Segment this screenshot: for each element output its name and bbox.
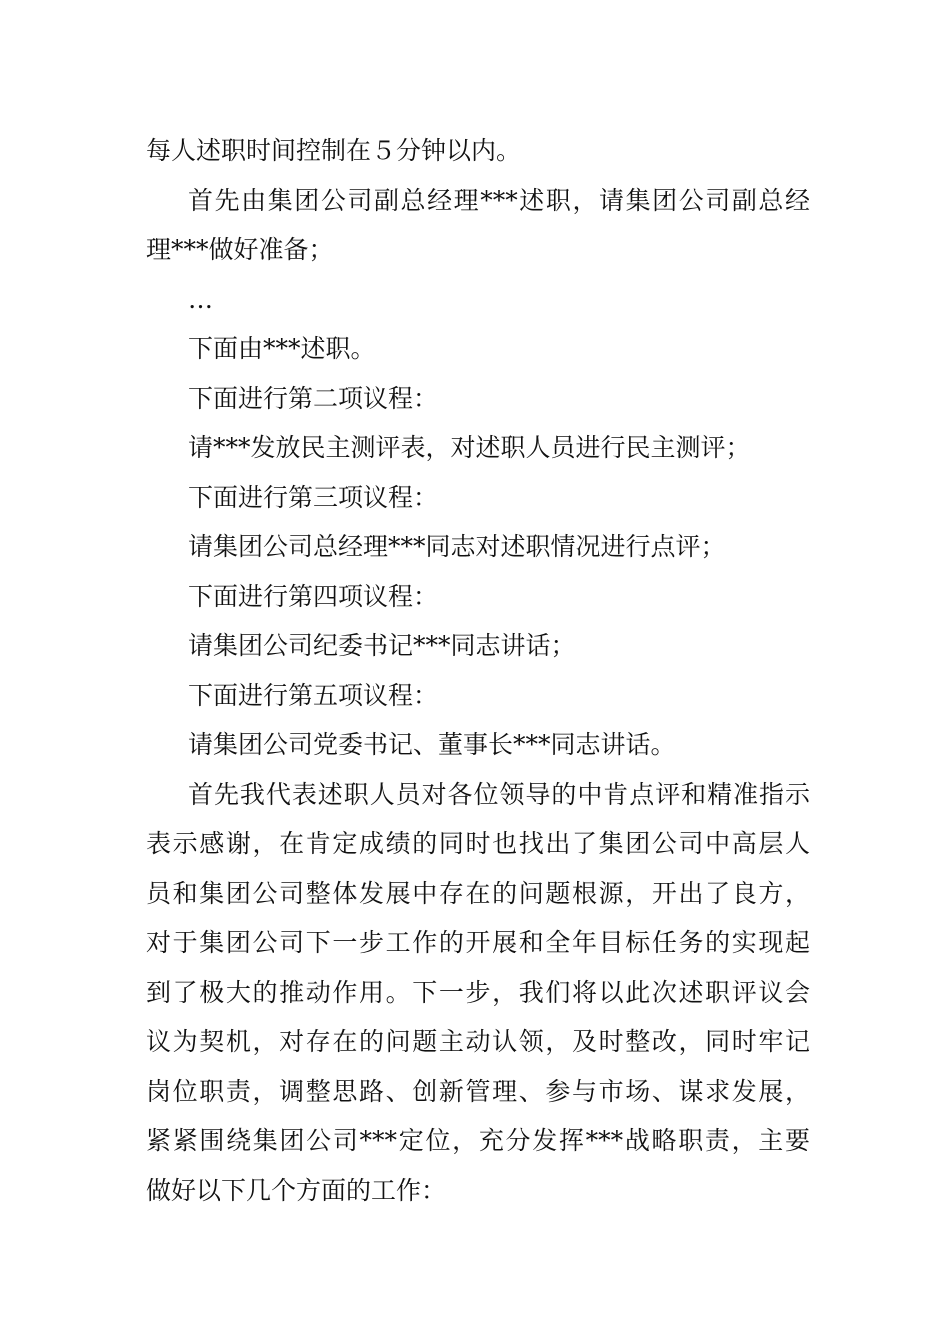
text-line: 下面进行第三项议程： [188,482,439,512]
text-line: 员和集团公司整体发展中存在的问题根源，开出了良方， [146,878,810,908]
text-line: 做好以下几个方面的工作： [146,1175,447,1205]
text-line: … [188,284,213,314]
text-line: 下面进行第二项议程： [188,383,439,413]
text-line: 对于集团公司下一步工作的开展和全年目标任务的实现起 [146,928,810,957]
text-line: 紧紧围绕集团公司***定位，充分发挥***战略职责，主要 [146,1126,810,1155]
document-body [146,126,810,1215]
text-line: 下面进行第四项议程： [188,581,439,611]
text-line: 首先我代表述职人员对各位领导的中肯点评和精准指示 [188,779,810,809]
text-line: 每人述职时间控制在５分钟以内。 [146,136,522,165]
text-line: 表示感谢，在肯定成绩的同时也找出了集团公司中高层人 [146,829,810,858]
text-line: 岗位职责，调整思路、创新管理、参与市场、谋求发展， [146,1076,810,1106]
text-line: 首先由集团公司副总经理***述职，请集团公司副总经 [188,185,810,215]
text-line: 请集团公司党委书记、董事长***同志讲话。 [188,730,676,759]
text-line: 下面由***述职。 [188,334,376,363]
text-line: 请集团公司总经理***同志对述职情况进行点评； [188,532,726,561]
text-line: 到了极大的推动作用。下一步，我们将以此次述职评议会 [146,977,810,1007]
text-line: 请***发放民主测评表，对述职人员进行民主测评； [188,433,751,462]
text-line: 议为契机，对存在的问题主动认领，及时整改，同时牢记 [146,1027,810,1056]
text-line: 请集团公司纪委书记***同志讲话； [188,631,576,660]
text-line: 下面进行第五项议程： [188,680,439,710]
text-line: 理***做好准备； [146,235,334,264]
